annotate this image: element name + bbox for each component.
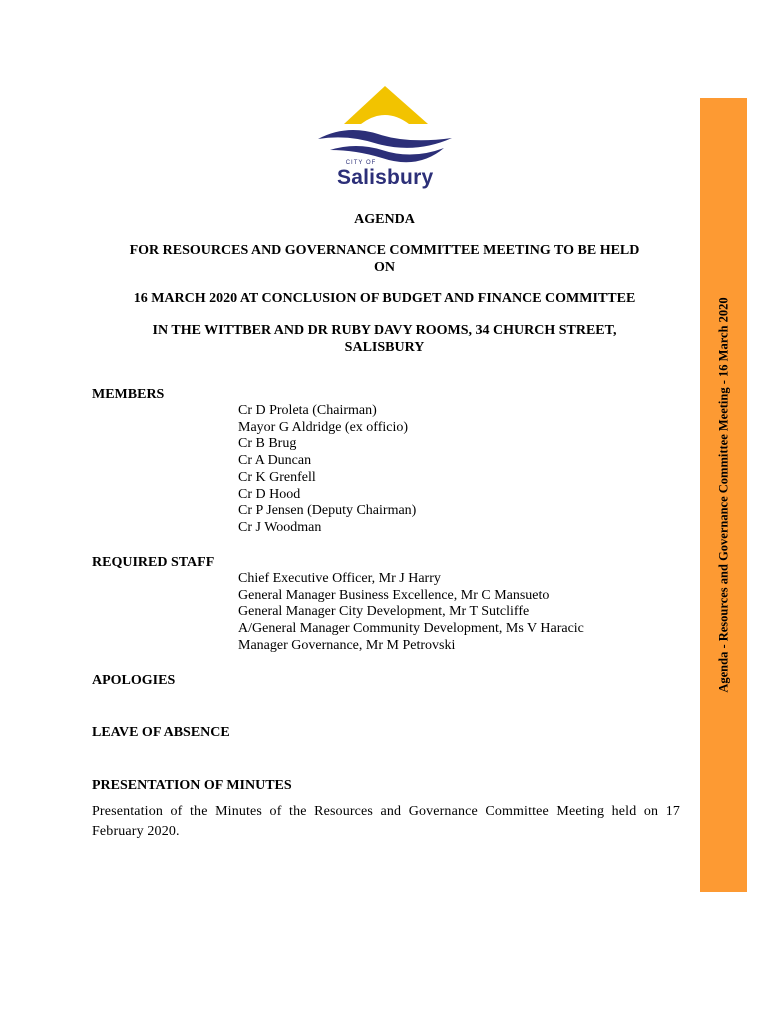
- members-heading: MEMBERS: [92, 387, 165, 402]
- logo-city-of: CITY OF: [345, 160, 377, 166]
- meeting-line-1b: ON: [374, 260, 395, 275]
- member-item: Cr P Jensen (Deputy Chairman): [238, 503, 417, 519]
- presentation-of-minutes-heading: PRESENTATION OF MINUTES: [92, 778, 292, 793]
- member-item: Cr K Grenfell: [238, 469, 316, 485]
- meeting-line-1a: FOR RESOURCES AND GOVERNANCE COMMITTEE MEETING TO BE HELD: [129, 243, 640, 258]
- minutes-paragraph: Presentation of the Minutes of the Resources and Governance Committee Meeting held on 17 February 2020.: [92, 804, 680, 839]
- members-list: [238, 403, 416, 537]
- member-item: Cr A Duncan: [238, 453, 312, 469]
- member-item: Cr D Hood: [238, 486, 301, 502]
- staff-item: General Manager City Development, Mr T Sutcliffe: [238, 604, 530, 620]
- required-staff-heading: REQUIRED STAFF: [92, 555, 215, 570]
- member-item: Cr J Woodman: [238, 519, 322, 535]
- agenda-sidebar: [700, 98, 747, 892]
- member-item: Cr B Brug: [238, 436, 297, 452]
- staff-item: Chief Executive Officer, Mr J Harry: [238, 571, 441, 586]
- staff-item: A/General Manager Community Development, Ms V Haracic: [238, 621, 584, 637]
- agenda-title: AGENDA: [354, 212, 415, 227]
- staff-item: General Manager Business Excellence, Mr C Mansueto: [238, 587, 550, 603]
- member-item: Mayor G Aldridge (ex officio): [238, 419, 409, 435]
- meeting-date-line: 16 MARCH 2020 AT CONCLUSION OF BUDGET AND FINANCE COMMITTEE: [133, 291, 636, 306]
- meeting-venue-line-b: SALISBURY: [344, 340, 425, 355]
- apologies-heading: APOLOGIES: [92, 673, 176, 688]
- logo-salisbury: Salisbury: [337, 166, 434, 189]
- staff-list: [238, 571, 584, 655]
- leave-of-absence-heading: LEAVE OF ABSENCE: [92, 725, 230, 740]
- sidebar-label: Agenda - Resources and Governance Committee Meeting - 16 March 2020: [716, 297, 730, 693]
- member-item: Cr D Proleta (Chairman): [238, 403, 377, 418]
- logo-wave-upper: [318, 130, 452, 148]
- meeting-venue-line-a: IN THE WITTBER AND DR RUBY DAVY ROOMS, 34 CHURCH STREET,: [152, 323, 617, 338]
- staff-item: Manager Governance, Mr M Petrovski: [238, 637, 456, 653]
